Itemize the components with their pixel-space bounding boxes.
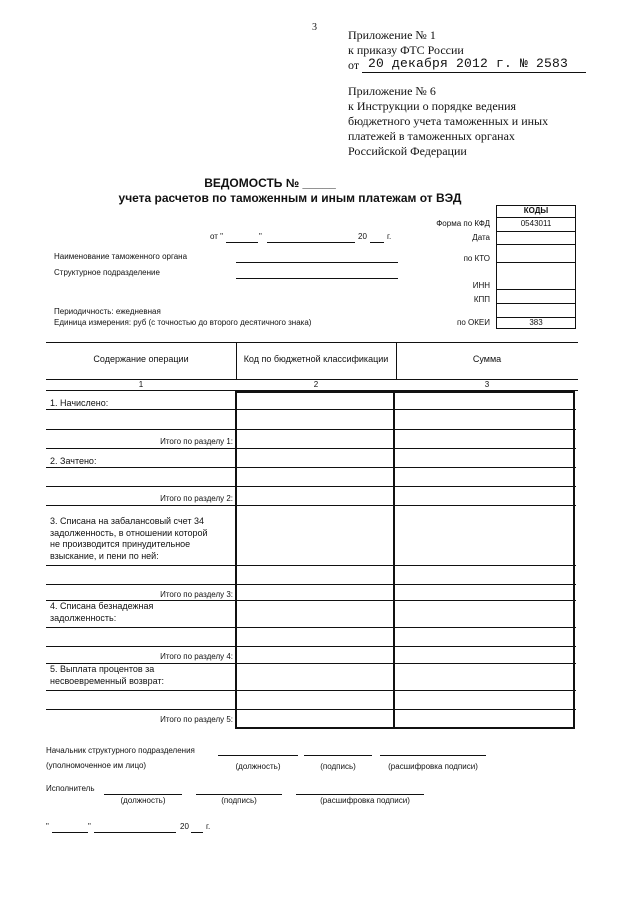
form-code-label: Форма по КФД bbox=[436, 219, 490, 228]
head-position-line bbox=[218, 755, 298, 756]
appendix-6-line5: Российской Федерации bbox=[348, 144, 467, 158]
kto-code-label: по КТО bbox=[463, 254, 490, 263]
row-line bbox=[46, 467, 576, 468]
division-line bbox=[236, 278, 398, 279]
row-line bbox=[46, 565, 576, 566]
executor-signature-line bbox=[196, 794, 282, 795]
codes-divider bbox=[496, 244, 576, 245]
executor-decoding-line bbox=[296, 794, 424, 795]
table-body-divider bbox=[393, 391, 395, 729]
date-prefix: от " bbox=[210, 232, 223, 241]
section-5-line: 5. Выплата процентов за bbox=[50, 664, 155, 674]
appendix-6-line3: бюджетного учета таможенных и иных bbox=[348, 114, 549, 128]
bottom-date-suffix: г. bbox=[206, 822, 211, 831]
customs-org-label: Наименование таможенного органа bbox=[54, 252, 188, 261]
date-year: 20 bbox=[358, 232, 367, 241]
date-day-line bbox=[226, 242, 258, 243]
table-top-border bbox=[46, 342, 578, 343]
section-5-title bbox=[50, 664, 164, 687]
bottom-date-quote: " bbox=[88, 822, 91, 831]
header-sum: Сумма bbox=[472, 354, 502, 364]
section-4-total: Итого по разделу 4: bbox=[160, 652, 233, 661]
section-1-title: 1. Начислено: bbox=[50, 398, 109, 408]
row-line bbox=[46, 690, 576, 691]
executor-label: Исполнитель bbox=[46, 784, 95, 793]
section-5-line: несвоевременный возврат: bbox=[50, 675, 165, 686]
executor-decoding-caption: (расшифровка подписи) bbox=[320, 796, 410, 805]
row-line bbox=[46, 646, 576, 647]
appendix-6-block bbox=[348, 84, 548, 159]
section-3-title bbox=[50, 516, 208, 562]
row-line bbox=[46, 505, 576, 506]
section-3-total: Итого по разделу 3: bbox=[160, 590, 233, 599]
section-1-total: Итого по разделу 1: bbox=[160, 437, 233, 446]
form-code-value: 0543011 bbox=[520, 219, 552, 228]
row-line bbox=[46, 429, 576, 430]
appendix-1-order: к приказу ФТС России bbox=[348, 43, 464, 57]
bottom-date-month-line bbox=[94, 832, 176, 833]
appendix-1-date-prefix: от bbox=[348, 58, 360, 72]
col-number-2: 2 bbox=[313, 380, 319, 389]
section-4-line: 4. Списана безнадежная bbox=[50, 601, 154, 611]
head-line2: (уполномоченное им лицо) bbox=[46, 761, 147, 770]
date-code-label: Дата bbox=[472, 233, 490, 242]
appendix-1-date-underline bbox=[362, 72, 586, 73]
codes-divider bbox=[496, 289, 576, 290]
inn-code-label: ИНН bbox=[472, 281, 490, 290]
col-number-1: 1 bbox=[138, 380, 144, 389]
appendix-6-line4: платежей в таможенных органах bbox=[348, 129, 515, 143]
section-2-title: 2. Зачтено: bbox=[50, 456, 97, 466]
executor-signature-caption: (подпись) bbox=[221, 796, 257, 805]
row-line bbox=[46, 709, 576, 710]
appendix-1-block bbox=[348, 28, 464, 58]
header-budget-code: Код по бюджетной классификации bbox=[243, 354, 389, 364]
okei-code-value: 383 bbox=[529, 318, 543, 327]
head-signature-line bbox=[304, 755, 372, 756]
appendix-6-title: Приложение № 6 bbox=[348, 84, 436, 98]
row-line bbox=[46, 486, 576, 487]
row-line bbox=[46, 627, 576, 628]
row-line bbox=[46, 584, 576, 585]
appendix-6-line2: к Инструкции о порядке ведения bbox=[348, 99, 517, 113]
section-3-line: 3. Списана на забалансовый счет 34 bbox=[50, 516, 204, 526]
date-month-line bbox=[267, 242, 355, 243]
section-5-total: Итого по разделу 5: bbox=[160, 715, 233, 724]
appendix-1-date-value: 20 декабря 2012 г. № 2583 bbox=[368, 56, 569, 71]
codes-divider bbox=[496, 231, 576, 232]
appendix-1-title: Приложение № 1 bbox=[348, 28, 436, 42]
section-3-line: задолженность, в отношении которой bbox=[50, 527, 208, 538]
section-4-line: задолженность: bbox=[50, 612, 117, 623]
section-3-line: не производится принудительное bbox=[50, 539, 191, 549]
periodicity-label: Периодичность: ежедневная bbox=[54, 307, 161, 316]
page-number: 3 bbox=[312, 22, 317, 33]
bottom-date-prefix: " bbox=[46, 822, 49, 831]
executor-position-caption: (должность) bbox=[120, 796, 166, 805]
col-number-3: 3 bbox=[484, 380, 490, 389]
head-decoding-line bbox=[380, 755, 486, 756]
unit-label: Единица измерения: руб (с точностью до второго десятичного знака) bbox=[54, 318, 312, 327]
row-line bbox=[46, 409, 576, 410]
head-position-caption: (должность) bbox=[235, 762, 281, 771]
bottom-date-day-line bbox=[52, 832, 88, 833]
division-label: Структурное подразделение bbox=[54, 268, 160, 277]
document-title: ВЕДОМОСТЬ № _____ bbox=[204, 176, 336, 190]
codes-divider bbox=[496, 303, 576, 304]
header-operation: Содержание операции bbox=[93, 354, 189, 364]
date-quote: " bbox=[259, 232, 262, 241]
codes-divider bbox=[496, 262, 576, 263]
okei-code-label: по ОКЕИ bbox=[457, 318, 490, 327]
row-line bbox=[46, 448, 576, 449]
document-subtitle: учета расчетов по таможенным и иным платежам от ВЭД bbox=[118, 191, 462, 205]
date-suffix: г. bbox=[387, 232, 392, 241]
bottom-date-year-line bbox=[191, 832, 203, 833]
bottom-date-year: 20 bbox=[180, 822, 189, 831]
head-line1: Начальник структурного подразделения bbox=[46, 746, 195, 755]
table-body-frame bbox=[235, 391, 575, 729]
customs-org-line bbox=[236, 262, 398, 263]
kpp-code-label: КПП bbox=[473, 295, 490, 304]
section-2-total: Итого по разделу 2: bbox=[160, 494, 233, 503]
section-3-line: взыскание, и пени по ней: bbox=[50, 550, 159, 561]
executor-position-line bbox=[104, 794, 182, 795]
codes-header: КОДЫ bbox=[523, 206, 549, 215]
head-signature-caption: (подпись) bbox=[320, 762, 356, 771]
section-4-title bbox=[50, 601, 153, 624]
date-year-line bbox=[370, 242, 384, 243]
head-decoding-caption: (расшифровка подписи) bbox=[388, 762, 478, 771]
codes-divider bbox=[496, 217, 576, 218]
